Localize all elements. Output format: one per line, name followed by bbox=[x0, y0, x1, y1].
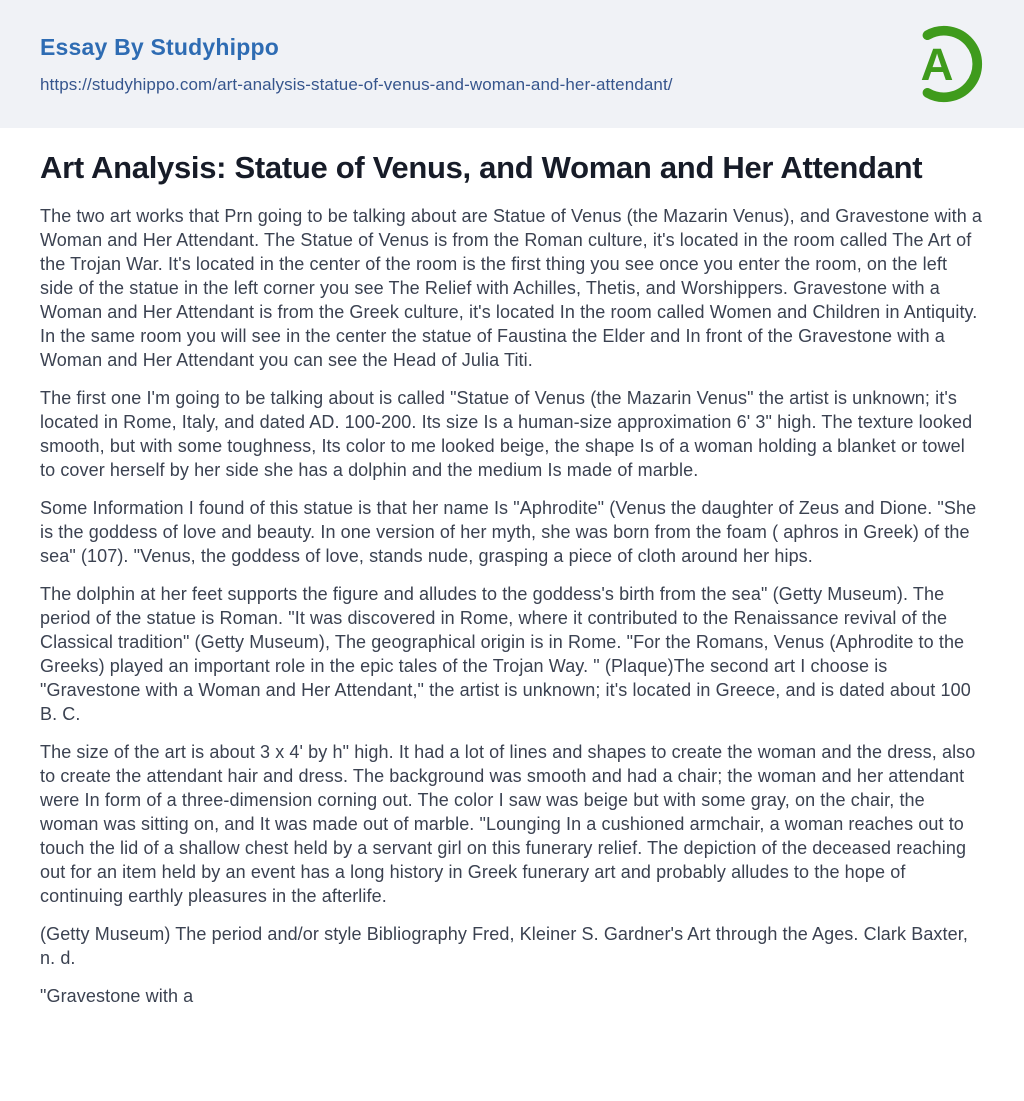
page-url-link[interactable]: https://studyhippo.com/art-analysis-statue-of-venus-and-woman-and-her-attendant/ bbox=[40, 74, 673, 94]
paragraph: The size of the art is about 3 x 4' by h" high. It had a lot of lines and shapes to create the woman and the dress, also to create the attendant hair and dress. The background was smooth and had a chair; the woman and her attendant were In form of a three-dimension corning out. The color I saw was beige but with some gray, on the chair, the woman was sitting on, and It was made out of marble. "Lounging In a cushioned armchair, a woman reaches out to touch the lid of a shallow chest held by a servant girl on this funerary relief. The depiction of the deceased reaching out for an item held by an event has a long history in Greek funerary art and probably alludes to the hope of continuing earthly pleasures in the afterlife. bbox=[40, 741, 976, 906]
studyhippo-logo-icon bbox=[902, 22, 986, 106]
paragraph: The dolphin at her feet supports the figure and alludes to the goddess's birth from the sea" (Getty Museum). The period of the statue is Roman. "It was discovered in Rome, where it contributed to the Renaissance revival of the Classical tradition" (Getty Museum), The geographical origin is in Rome. "For the Romans, Venus (Aphrodite to the Greeks) played an important role in the epic tales of the Trojan Way. " (Plaque)The second art I choose is "Gravestone with a Woman and Her Attendant," the artist is unknown; it's located in Greece, and is dated about 100 B. C. bbox=[40, 583, 971, 724]
header-text-block bbox=[40, 34, 673, 95]
logo-letter: A bbox=[920, 38, 954, 90]
article-title: Art Analysis: Statue of Venus, and Woman and Her Attendant bbox=[40, 150, 923, 185]
paragraph: The two art works that Prn going to be talking about are Statue of Venus (the Mazarin Venus), and Gravestone with a Woman and Her Attendant. The Statue of Venus is from the Roman culture, it's located in the room called The Art of the Trojan War. It's located in the center of the room is the first thing you see once you enter the room, on the left side of the statue in the left corner you see The Relief with Achilles, Thetis, and Worshippers. Gravestone with a Woman and Her Attendant is from the Greek culture, it's located In the room called Women and Children in Antiquity. In the same room you will see in the center the statue of Faustina the Elder and In front of the Gravestone with a Woman and Her Attendant you can see the Head of Julia Titi. bbox=[40, 205, 983, 370]
paragraph: Some Information I found of this statue is that her name Is "Aphrodite" (Venus the daughter of Zeus and Dione. "She is the goddess of love and beauty. In one version of her myth, she was born from the foam ( aphros in Greek) of the sea" (107). "Venus, the goddess of love, stands nude, grasping a piece of cloth around her hips. bbox=[40, 497, 977, 566]
paragraph: "Gravestone with a bbox=[40, 985, 194, 1006]
paragraph: (Getty Museum) The period and/or style Bibliography Fred, Kleiner S. Gardner's Art through the Ages. Clark Baxter, n. d. bbox=[40, 923, 968, 968]
studyhippo-logo bbox=[902, 22, 986, 106]
article-content bbox=[0, 128, 1024, 1062]
paragraph: The first one I'm going to be talking about is called "Statue of Venus (the Mazarin Venus" the artist is unknown; it's located in Rome, Italy, and dated AD. 100-200. Its size Is a human-size approximation 6' 3" high. The texture looked smooth, but with some toughness, Its color to me looked beige, the shape Is of a woman holding a blanket or towel to cover herself by her side she has a dolphin and the medium Is made of marble. bbox=[40, 387, 973, 480]
page-header bbox=[0, 0, 1024, 128]
site-title: Essay By Studyhippo bbox=[40, 33, 279, 60]
article-body bbox=[40, 204, 984, 1008]
